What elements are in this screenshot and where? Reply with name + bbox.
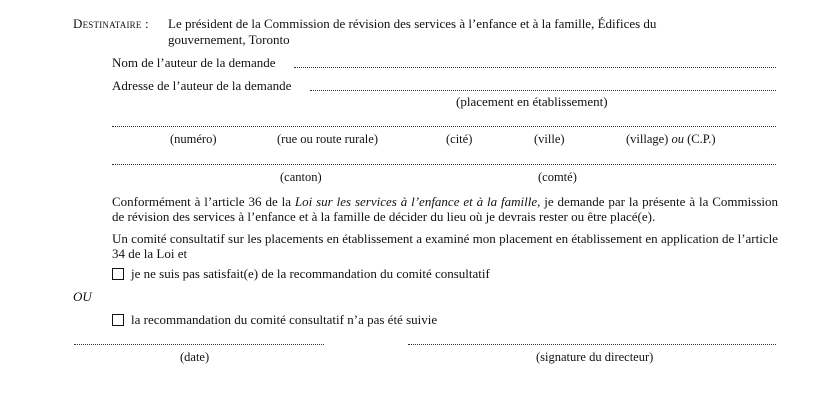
numero-caption: (numéro) [170, 132, 217, 146]
cp-caption: (C.P.) [687, 132, 716, 146]
or-label: OU [73, 289, 92, 304]
address-line-1-field[interactable] [112, 126, 776, 127]
applicant-address-field[interactable] [310, 90, 776, 91]
village-cp-caption [626, 132, 716, 147]
committee-paragraph: Un comité consultatif sur les placements en établissement a examiné mon placement en établissement en application de l’article 34 de la Loi et [112, 231, 778, 261]
placement-caption: (placement en établissement) [456, 94, 608, 109]
option-1-checkbox[interactable] [112, 268, 124, 280]
director-signature-field[interactable] [408, 344, 776, 345]
ville-caption: (ville) [534, 132, 565, 146]
option-2-label: la recommandation du comité consultatif n’a pas été suivie [131, 312, 438, 327]
canton-caption: (canton) [280, 170, 322, 184]
request-paragraph [112, 194, 778, 224]
date-field[interactable] [74, 344, 324, 345]
rue-caption: (rue ou route rurale) [277, 132, 378, 146]
applicant-address-label: Adresse de l’auteur de la demande [112, 78, 292, 93]
date-caption: (date) [180, 350, 210, 364]
address-line-2-field[interactable] [112, 164, 776, 165]
recipient-line-2: gouvernement, Toronto [168, 32, 290, 47]
recipient-line-1: Le président de la Commission de révision des services à l’enfance et à la famille, Édifices du [168, 16, 657, 31]
applicant-name-field[interactable] [294, 67, 776, 68]
director-signature-caption: (signature du directeur) [536, 350, 654, 364]
recipient-label: Destinataire : [73, 16, 149, 31]
ou-word: ou [671, 132, 684, 146]
option-2-checkbox[interactable] [112, 314, 124, 326]
applicant-name-label: Nom de l’auteur de la demande [112, 55, 276, 70]
cite-caption: (cité) [446, 132, 473, 146]
option-1-label: je ne suis pas satisfait(e) de la recommandation du comité consultatif [131, 266, 490, 281]
comte-caption: (comté) [538, 170, 577, 184]
request-paragraph-pre: Conformément à l’article 36 de la [112, 194, 295, 209]
law-title: Loi sur les services à l’enfance et à la famille [294, 194, 538, 209]
request-paragraph-post: , je demande par la présente à la Commission de révision des services à l’enfance et à la famille de décider du lieu où je devrais rester ou être placé(e). [112, 194, 778, 224]
village-caption: (village) [626, 132, 669, 146]
